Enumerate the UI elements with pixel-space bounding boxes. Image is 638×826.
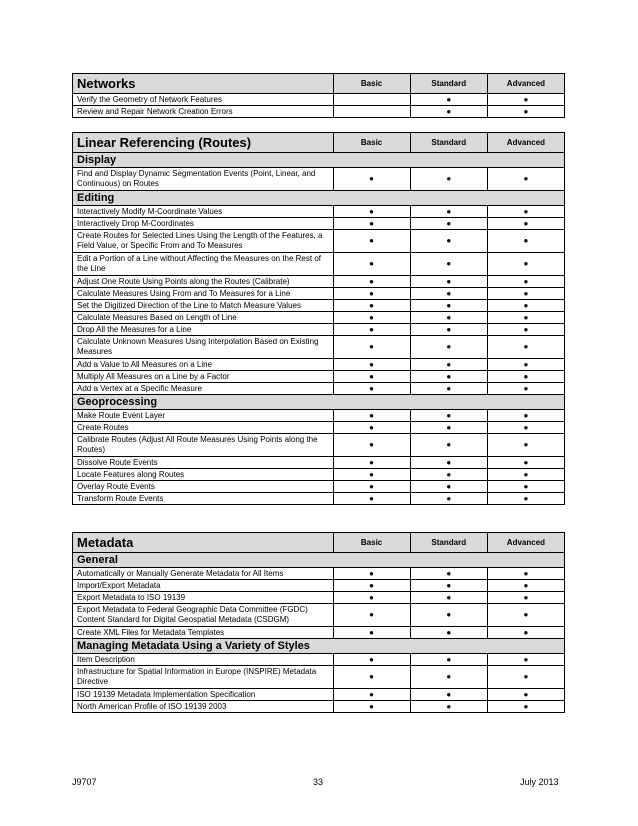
- footer-date: July 2013: [520, 777, 559, 787]
- feature-name: Edit a Portion of a Line without Affecting the Measures on the Rest of the Line: [73, 253, 334, 276]
- availability-mark: ●: [410, 434, 487, 457]
- availability-mark: ●: [487, 580, 564, 592]
- table-title: Networks: [73, 74, 334, 94]
- availability-mark: ●: [487, 422, 564, 434]
- availability-mark: ●: [333, 218, 410, 230]
- availability-mark: ●: [333, 701, 410, 713]
- table-row: [73, 218, 565, 230]
- level-header-advanced: Advanced: [487, 133, 564, 153]
- feature-name: Infrastructure for Spatial Information in Europe (INSPIRE) Metadata Directive: [73, 666, 334, 689]
- table-row: [73, 359, 565, 371]
- availability-mark: ●: [487, 493, 564, 505]
- availability-mark: ●: [410, 288, 487, 300]
- table-body: [73, 533, 565, 713]
- table-row: [73, 627, 565, 639]
- availability-mark: ●: [333, 300, 410, 312]
- level-header-advanced: Advanced: [487, 74, 564, 94]
- availability-mark: ●: [487, 288, 564, 300]
- availability-mark: ●: [487, 371, 564, 383]
- feature-name: Calculate Measures Using From and To Measures for a Line: [73, 288, 334, 300]
- section-heading: Managing Metadata Using a Variety of Styles: [73, 639, 565, 654]
- availability-mark: ●: [410, 383, 487, 395]
- feature-name: Transform Route Events: [73, 493, 334, 505]
- availability-mark: ●: [333, 568, 410, 580]
- availability-mark: ●: [487, 336, 564, 359]
- table-row: [73, 206, 565, 218]
- feature-name: ISO 19139 Metadata Implementation Specification: [73, 689, 334, 701]
- section-heading-row: [73, 153, 565, 168]
- table-row: [73, 324, 565, 336]
- availability-mark: ●: [333, 457, 410, 469]
- level-header-advanced: Advanced: [487, 533, 564, 553]
- table-row: [73, 371, 565, 383]
- table-row: [73, 312, 565, 324]
- availability-mark: ●: [487, 654, 564, 666]
- availability-mark: ●: [487, 434, 564, 457]
- availability-mark: ●: [333, 253, 410, 276]
- feature-name: Verify the Geometry of Network Features: [73, 94, 334, 106]
- availability-mark: ●: [333, 288, 410, 300]
- feature-name: Item Description: [73, 654, 334, 666]
- availability-mark: ●: [410, 604, 487, 627]
- feature-name: Locate Features along Routes: [73, 469, 334, 481]
- table-row: [73, 481, 565, 493]
- availability-mark: ●: [487, 168, 564, 191]
- availability-mark: ●: [333, 666, 410, 689]
- availability-mark: ●: [487, 312, 564, 324]
- availability-mark: ●: [410, 206, 487, 218]
- section-heading: Editing: [73, 191, 565, 206]
- table-row: [73, 230, 565, 253]
- feature-name: Drop All the Measures for a Line: [73, 324, 334, 336]
- feature-name: Calculate Unknown Measures Using Interpolation Based on Existing Measures: [73, 336, 334, 359]
- availability-mark: ●: [487, 410, 564, 422]
- availability-mark: ●: [410, 253, 487, 276]
- feature-name: Import/Export Metadata: [73, 580, 334, 592]
- feature-name: Create XML Files for Metadata Templates: [73, 627, 334, 639]
- feature-name: Export Metadata to ISO 19139: [73, 592, 334, 604]
- availability-mark: ●: [333, 689, 410, 701]
- level-header-standard: Standard: [410, 74, 487, 94]
- table-row: [73, 336, 565, 359]
- availability-mark: ●: [487, 592, 564, 604]
- availability-mark: ●: [410, 276, 487, 288]
- availability-mark: ●: [333, 469, 410, 481]
- feature-name: Interactively Drop M-Coordinates: [73, 218, 334, 230]
- availability-mark: ●: [333, 580, 410, 592]
- availability-mark: ●: [333, 324, 410, 336]
- table-row: [73, 410, 565, 422]
- feature-name: Set the Digitized Direction of the Line to Match Measure Values: [73, 300, 334, 312]
- availability-mark: ●: [333, 422, 410, 434]
- table-row: [73, 654, 565, 666]
- availability-mark: ●: [333, 604, 410, 627]
- table-title: Metadata: [73, 533, 334, 553]
- availability-mark: ●: [487, 666, 564, 689]
- table-row: [73, 580, 565, 592]
- availability-mark: ●: [333, 312, 410, 324]
- level-header-standard: Standard: [410, 533, 487, 553]
- section-heading-row: [73, 553, 565, 568]
- table-row: [73, 276, 565, 288]
- section-heading: Geoprocessing: [73, 395, 565, 410]
- availability-mark: ●: [410, 94, 487, 106]
- table-row: [73, 253, 565, 276]
- table-row: [73, 457, 565, 469]
- table-row: [73, 288, 565, 300]
- feature-name: Calculate Measures Based on Length of Line: [73, 312, 334, 324]
- availability-mark: ●: [487, 689, 564, 701]
- availability-mark: ●: [487, 481, 564, 493]
- availability-mark: ●: [410, 106, 487, 118]
- availability-mark: ●: [487, 457, 564, 469]
- availability-mark: ●: [410, 689, 487, 701]
- section-heading: General: [73, 553, 565, 568]
- availability-mark: ●: [333, 206, 410, 218]
- footer-page-number: 33: [313, 777, 324, 787]
- availability-mark: ●: [487, 218, 564, 230]
- availability-mark: ●: [487, 106, 564, 118]
- feature-name: Multiply All Measures on a Line by a Factor: [73, 371, 334, 383]
- availability-mark: ●: [410, 481, 487, 493]
- section-heading-row: [73, 639, 565, 654]
- feature-name: Add a Value to All Measures on a Line: [73, 359, 334, 371]
- availability-mark: ●: [410, 701, 487, 713]
- table-row: [73, 592, 565, 604]
- availability-mark: ●: [487, 701, 564, 713]
- section-heading: Display: [73, 153, 565, 168]
- feature-name: Make Route Event Layer: [73, 410, 334, 422]
- availability-mark: ●: [333, 230, 410, 253]
- feature-name: Calibrate Routes (Adjust All Route Measures Using Points along the Routes): [73, 434, 334, 457]
- availability-mark: ●: [410, 654, 487, 666]
- availability-mark: ●: [487, 230, 564, 253]
- table-row: [73, 422, 565, 434]
- availability-mark: ●: [333, 168, 410, 191]
- level-header-standard: Standard: [410, 133, 487, 153]
- linear-referencing-table: [72, 132, 565, 505]
- feature-name: Automatically or Manually Generate Metadata for All Items: [73, 568, 334, 580]
- feature-name: Create Routes: [73, 422, 334, 434]
- availability-mark: ●: [333, 481, 410, 493]
- availability-mark: ●: [487, 627, 564, 639]
- table-row: [73, 604, 565, 627]
- table-row: [73, 94, 565, 106]
- availability-mark: ●: [487, 94, 564, 106]
- availability-mark: ●: [487, 383, 564, 395]
- feature-name: Overlay Route Events: [73, 481, 334, 493]
- networks-table: [72, 73, 565, 118]
- availability-mark: ●: [333, 493, 410, 505]
- metadata-table: [72, 532, 565, 713]
- availability-mark: ●: [487, 604, 564, 627]
- availability-mark: ●: [410, 666, 487, 689]
- availability-mark: ●: [333, 336, 410, 359]
- feature-name: Interactively Modify M-Coordinate Values: [73, 206, 334, 218]
- availability-mark: ●: [487, 568, 564, 580]
- availability-mark: ●: [410, 312, 487, 324]
- feature-name: Dissolve Route Events: [73, 457, 334, 469]
- table-header-row: [73, 133, 565, 153]
- table-header-row: [73, 533, 565, 553]
- feature-name: Add a Vertex at a Specific Measure: [73, 383, 334, 395]
- availability-mark: ●: [333, 592, 410, 604]
- feature-name: Export Metadata to Federal Geographic Data Committee (FGDC) Content Standard for Digital Geospatial Metadata (CSDGM): [73, 604, 334, 627]
- availability-mark: ●: [333, 276, 410, 288]
- availability-mark: ●: [410, 580, 487, 592]
- availability-mark: ●: [333, 654, 410, 666]
- availability-mark: ●: [487, 253, 564, 276]
- availability-mark: ●: [333, 371, 410, 383]
- table-row: [73, 434, 565, 457]
- availability-mark: ●: [410, 457, 487, 469]
- availability-mark: ●: [410, 336, 487, 359]
- availability-mark: ●: [410, 230, 487, 253]
- availability-mark: ●: [410, 627, 487, 639]
- table-row: [73, 469, 565, 481]
- table-body: [73, 133, 565, 505]
- availability-mark: ●: [487, 276, 564, 288]
- table-row: [73, 689, 565, 701]
- availability-mark: [333, 94, 410, 106]
- table-row: [73, 383, 565, 395]
- section-heading-row: [73, 191, 565, 206]
- table-row: [73, 300, 565, 312]
- feature-name: Find and Display Dynamic Segmentation Events (Point, Linear, and Continuous) on Routes: [73, 168, 334, 191]
- availability-mark: ●: [487, 300, 564, 312]
- availability-mark: ●: [410, 300, 487, 312]
- feature-name: Create Routes for Selected Lines Using the Length of the Features, a Field Value, or Specific From and To Measures: [73, 230, 334, 253]
- availability-mark: ●: [410, 592, 487, 604]
- availability-mark: [333, 106, 410, 118]
- section-heading-row: [73, 395, 565, 410]
- availability-mark: ●: [410, 422, 487, 434]
- availability-mark: ●: [410, 493, 487, 505]
- level-header-basic: Basic: [333, 74, 410, 94]
- availability-mark: ●: [333, 410, 410, 422]
- table-row: [73, 106, 565, 118]
- table-row: [73, 666, 565, 689]
- table-row: [73, 701, 565, 713]
- table-row: [73, 168, 565, 191]
- level-header-basic: Basic: [333, 533, 410, 553]
- availability-mark: ●: [410, 324, 487, 336]
- table-body: [73, 74, 565, 118]
- availability-mark: ●: [410, 359, 487, 371]
- availability-mark: ●: [487, 359, 564, 371]
- level-header-basic: Basic: [333, 133, 410, 153]
- availability-mark: ●: [333, 627, 410, 639]
- availability-mark: ●: [410, 568, 487, 580]
- table-row: [73, 568, 565, 580]
- availability-mark: ●: [410, 168, 487, 191]
- availability-mark: ●: [487, 324, 564, 336]
- availability-mark: ●: [487, 469, 564, 481]
- feature-name: Adjust One Route Using Points along the Routes (Calibrate): [73, 276, 334, 288]
- footer-doc-id: J9707: [72, 777, 97, 787]
- availability-mark: ●: [410, 218, 487, 230]
- availability-mark: ●: [410, 410, 487, 422]
- availability-mark: ●: [333, 359, 410, 371]
- feature-name: North American Profile of ISO 19139 2003: [73, 701, 334, 713]
- table-title: Linear Referencing (Routes): [73, 133, 334, 153]
- availability-mark: ●: [410, 469, 487, 481]
- feature-name: Review and Repair Network Creation Errors: [73, 106, 334, 118]
- availability-mark: ●: [410, 371, 487, 383]
- availability-mark: ●: [333, 383, 410, 395]
- availability-mark: ●: [487, 206, 564, 218]
- table-row: [73, 493, 565, 505]
- table-header-row: [73, 74, 565, 94]
- availability-mark: ●: [333, 434, 410, 457]
